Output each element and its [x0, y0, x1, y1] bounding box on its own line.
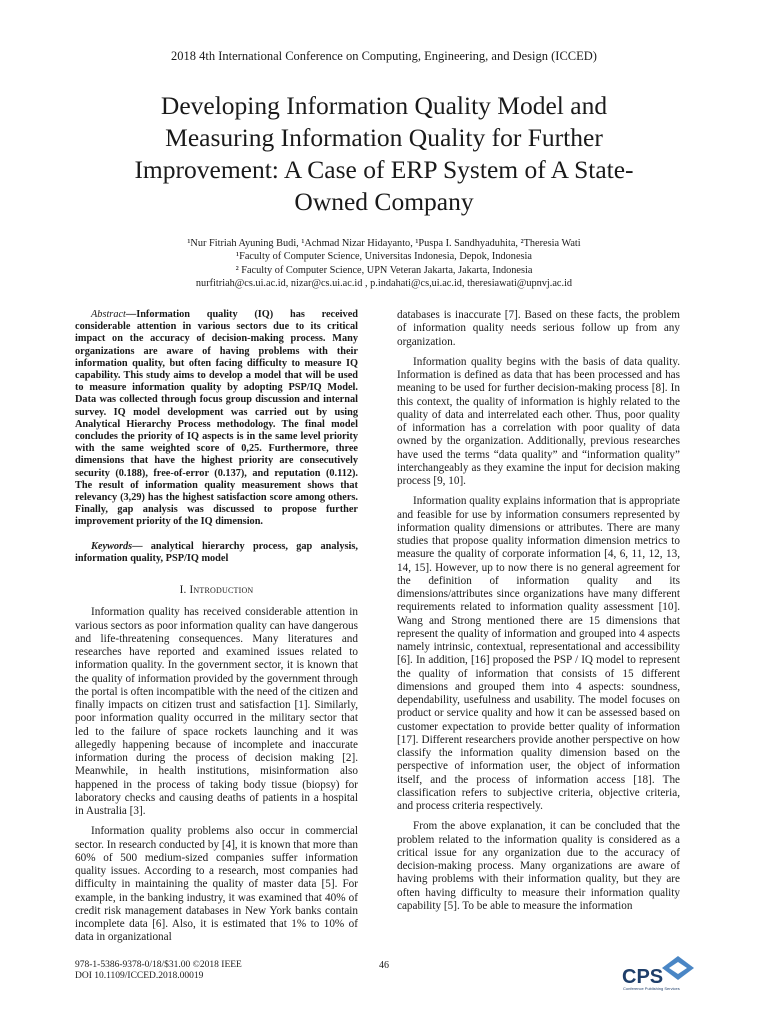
doi-line: DOI 10.1109/ICCED.2018.00019 — [75, 971, 204, 981]
author-block — [60, 237, 708, 290]
logo-subtext: Conference Publishing Services — [623, 986, 680, 991]
keywords — [75, 541, 358, 565]
right-column — [397, 309, 680, 913]
body-paragraph: Information quality has received considerable attention in various sectors as poor information quality can have dangerous and life-threatening consequences. Many literatures and researches have reported and examined issues related to information quality. In the government sector, it is known that the quality of information provided by the government through the portal is often incompatible with the need of the citizen and finally impacts on citizen trust and satisfaction [1]. Similarly, poor information quality occurred in the military sector that led to the failure of space rockets launching and it was allegedly happening because of incomplete and inaccurate information during the process of decision making [2]. Meanwhile, in health institutions, misinformation also happened in the process of taking body tissue (biopsy) for laboratory checks and causing deaths of patients in a hospital in Australia [3]. — [75, 606, 359, 818]
cps-logo-icon — [620, 954, 700, 994]
paper-title — [60, 90, 708, 218]
affiliation-2: ² Faculty of Computer Science, UPN Veteran Jakarta, Jakarta, Indonesia — [235, 264, 533, 276]
keywords-text: — analytical hierarchy process, gap analysis, information quality, PSP/IQ model — [75, 540, 358, 564]
author-emails: nurfitriah@cs.ui.ac.id, nizar@cs.ui.ac.id , p.indahati@cs,ui.ac.id, theresiawati@upnvj.ac.id — [195, 277, 573, 289]
body-paragraph: Information quality begins with the basis of data quality. Information is defined as data that has been processed and has meaning to be used for further decision-making process [8]. In this context, the quality of information is highly related to the quality of data and interrelated each other. Thus, poor quality of information has a correlation with poor quality of data owned by the organization. Additionally, previous researches have used the terms “data quality” and “information quality” interchangeably as they examine the input for decision making process [9, 10]. — [397, 355, 680, 487]
logo-text: CPS — [622, 966, 664, 988]
isbn-line: 978-1-5386-9378-0/18/$31.00 ©2018 IEEE — [75, 960, 242, 970]
title-line: Owned Company — [294, 187, 474, 216]
title-line: Improvement: A Case of ERP System of A State- — [134, 155, 634, 184]
abstract-label: Abstract — [91, 309, 126, 320]
page-number: 46 — [379, 960, 389, 971]
body-paragraph: From the above explanation, it can be concluded that the problem related to the information quality is considered as a critical issue for any organization due to the accuracy of decision-making process. Many organizations are aware of having problems with their information quality, but they are often having difficulty to measure their information quality capability [5]. To be able to measure the information — [397, 820, 680, 912]
affiliation-1: ¹Faculty of Computer Science, Universitas Indonesia, Depok, Indonesia — [236, 251, 532, 263]
abstract-text: —Information quality (IQ) has received considerable attention in various sectors due to its critical impact on the accuracy of decision-making process. Many organizations are aware of having problems with their information quality, but often facing difficulty to measure IQ capability. This study aims to develop a model that will be used to measure information quality by adopting PSP/IQ Model. Data was collected through focus group discussion and internal survey. IQ model development was carried out by using Analytical Hierarchy Process methodology. The final model concludes the priority of IQ aspects is in the same level priority with the same weighted score of 0,25. Furthermore, three dimensions that have the highest priority are consecutively security (0.188), free-of-error (0.137), and reputation (0.112). The result of information quality measurement shows that relevancy (3,29) has the highest satisfaction score among others. Finally, gap analysis was discussed to propose further improvement priority of the IQ dimension. — [75, 309, 358, 528]
title-line: Developing Information Quality Model and — [160, 91, 608, 120]
keywords-label: Keywords — [91, 540, 133, 552]
author-names: ¹Nur Fitriah Ayuning Budi, ¹Achmad Nizar Hidayanto, ¹Puspa I. Sandhyaduhita, ²Theresia Wati — [187, 238, 581, 249]
body-paragraph: Information quality problems also occur in commercial sector. In research conducted by [4], it is known that more than 60% of 500 medium-sized companies suffer information quality issues. According to a research, most companies had difficulty in maintaining the quality of master data [5]. For example, in the banking industry, it was examined that 40% of credit risk management databases in New York banks contain incomplete data [6]. Also, it is estimated that 1% to 10% of data in organizational — [75, 825, 358, 944]
section-heading: I. Introduction — [179, 584, 254, 597]
body-paragraph: databases is inaccurate [7]. Based on these facts, the problem of information quality needs serious follow up from any organization. — [397, 309, 680, 348]
body-paragraph: Information quality explains information that is appropriate and feasible for use by information consumers represented by information quality dimensions or attributes. There are many studies that propose quality information dimension metrics to measure the quality of corporate information [4, 6, 11, 12, 13, 14, 15]. However, up to now there is no general agreement for the definition of information quality and its dimensions/attributes since organizations have many different requirements related to information quality assessment [10]. Wang and Strong mentioned there are 15 dimensions that represent the quality of information and grouped into 4 aspects namely intrinsic, contextual, representational and accessibility [6]. In addition, [16] proposed the PSP / IQ model to represent the quality of information that consists of 15 different dimensions and grouped them into 4 aspects: soundness, dependability, usefulness and usability. The model focuses on product or service quality and how it can be assessed based on customer expectation to provide better quality of information [17]. Different researchers provide another perspective on how classify the information quality dimension based on the perspective of information user, the object of information itself, and the process of information access [18]. The classification refers to subjective criteria, objective criteria, and process criteria respectively. — [397, 495, 680, 812]
conference-header: 2018 4th International Conference on Computing, Engineering, and Design (ICCED) — [171, 49, 597, 63]
abstract — [75, 309, 358, 529]
left-column — [75, 309, 358, 945]
title-line: Measuring Information Quality for Further — [165, 123, 603, 152]
